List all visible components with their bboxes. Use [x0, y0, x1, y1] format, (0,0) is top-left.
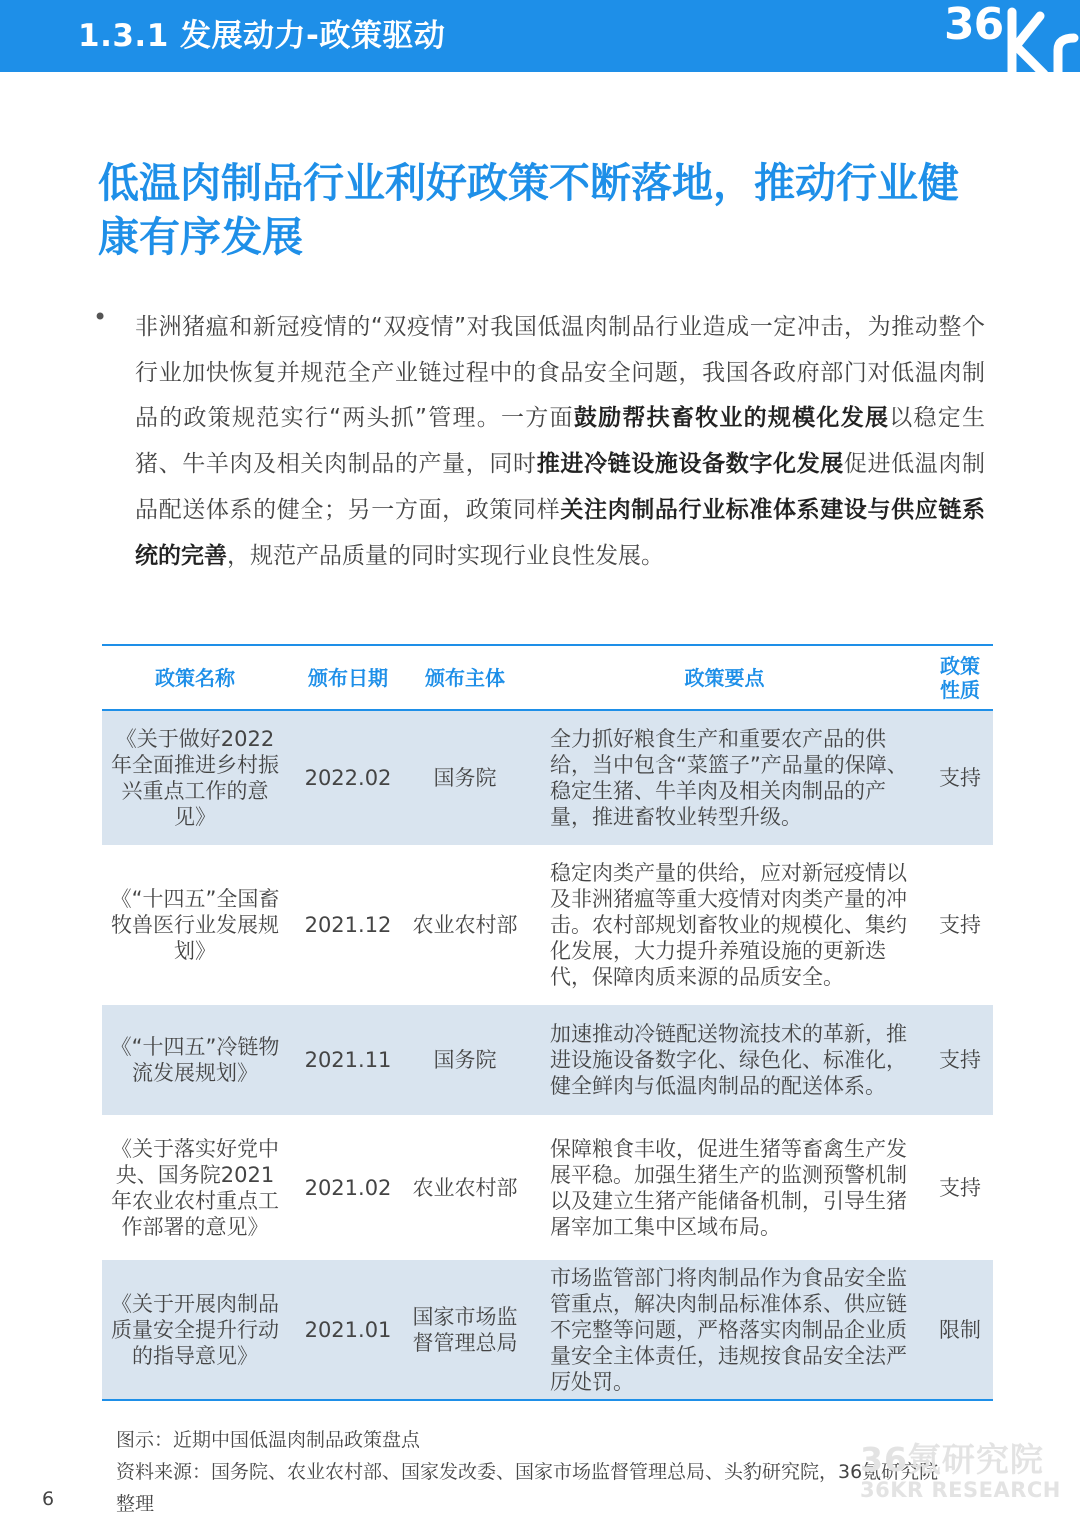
table-row [102, 1260, 993, 1400]
header-policy-nature [927, 645, 993, 710]
cell-policy-name: 《关于落实好党中央、国务院2021年农业农村重点工作部署的意见》 [111, 1136, 279, 1239]
intro-text: 促进低温肉制品配送体系的健全；另一方面，政策同样 [135, 451, 986, 523]
cell-key-points: 全力抓好粮食生产和重要农产品的供给，当中包含“菜篮子”产品量的保障、稳定生猪、牛羊肉及相关肉制品的产量，推进畜牧业转型升级。 [550, 727, 908, 829]
intro-text: ，规范产品质量的同时实现行业良性发展。 [227, 542, 664, 569]
cell-issuer: 国家市场监督管理总局 [412, 1304, 518, 1355]
header-key-points: 政策要点 [684, 665, 765, 690]
cell-key-points: 市场监管部门将肉制品作为食品安全监管重点，解决肉制品标准体系、供应链不完整等问题，严格落实肉制品企业质量安全主体责任，违规按食品安全法严厉处罚。 [550, 1265, 907, 1394]
cell-policy-nature: 支持 [939, 1175, 981, 1200]
cell-issue-date: 2021.02 [304, 1175, 392, 1200]
cell-policy-name: 《“十四五”全国畜牧兽医行业发展规划》 [110, 887, 280, 963]
cell-policy-nature: 支持 [939, 913, 981, 937]
cell-key-points: 稳定肉类产量的供给，应对新冠疫情以及非洲猪瘟等重大疫情对肉类产量的冲击。农村部规划畜牧业的规模化、集约化发展，大力提升养殖设施的更新迭代，保障肉质来源的品质安全。 [550, 861, 907, 989]
table-row [102, 845, 993, 1005]
table-row [102, 710, 993, 845]
watermark-cn: 36氪研究院 [860, 1440, 1044, 1479]
intro-emphasis: 关注肉制品行业标准体系建设与供应链系统的完善 [135, 496, 986, 569]
intro-text: 以稳定生猪、牛羊肉及相关肉制品的产量，同时 [135, 405, 986, 478]
cell-policy-nature: 支持 [939, 766, 981, 790]
cell-issuer: 农业农村部 [412, 1175, 518, 1200]
data-source: 资料来源：国务院、农业农村部、国家发改委、国家市场监督管理总局、头豹研究院，36氪研究院整理 [116, 1461, 939, 1515]
cell-issuer: 农业农村部 [412, 913, 518, 937]
cell-policy-nature: 限制 [939, 1317, 981, 1342]
header-nature-line: 政策 [940, 653, 980, 678]
header-issue-date: 颁布日期 [308, 665, 388, 690]
table-row [102, 1115, 993, 1260]
header-policy-name: 政策名称 [155, 665, 235, 690]
cell-issue-date: 2022.02 [304, 766, 392, 790]
header-bar [0, 0, 1080, 72]
cell-key-points: 保障粮食丰收，促进生猪等畜禽生产发展平稳。加强生猪生产的监测预警机制以及建立生猪产能储备机制，引导生猪屠宰加工集中区域布局。 [550, 1136, 907, 1239]
page-number: 6 [42, 1488, 55, 1510]
cell-issue-date: 2021.12 [304, 913, 392, 937]
cell-policy-name: 《关于开展肉制品质量安全提升行动的指导意见》 [111, 1291, 279, 1368]
cell-issuer: 国务院 [433, 1048, 497, 1072]
cell-issuer: 国务院 [433, 766, 497, 790]
figure-caption: 图示：近期中国低温肉制品政策盘点 [116, 1429, 421, 1451]
intro-paragraph [135, 305, 985, 579]
cell-issue-date: 2021.11 [304, 1048, 392, 1072]
policy-table [102, 644, 993, 1401]
cell-policy-nature: 支持 [939, 1048, 981, 1072]
cell-issue-date: 2021.01 [304, 1317, 392, 1342]
header-nature-line: 性质 [940, 677, 980, 702]
bullet-dot: • [93, 303, 108, 331]
intro-text: 非洲猪瘟和新冠疫情的“双疫情”对我国低温肉制品行业造成一定冲击，为推动整个行业加快恢复并规范全产业链过程中的食品安全问题，我国各政府部门对低温肉制品的政策规范实行“两头抓”管理。一方面 [135, 314, 985, 432]
logo-36-text: 36 [944, 0, 1004, 50]
kr-logo-icon [1000, 4, 1080, 74]
intro-emphasis: 推进冷链设施设备数字化发展 [536, 451, 844, 478]
figure-caption-block [116, 1424, 956, 1520]
cell-key-points: 加速推动冷链配送物流技术的革新，推进设施设备数字化、绿色化、标准化，健全鲜肉与低温肉制品的配送体系。 [550, 1022, 907, 1098]
watermark-en: 36KR RESEARCH [860, 1478, 1061, 1502]
page-headline: 低温肉制品行业利好政策不断落地，推动行业健康有序发展 [98, 159, 959, 261]
table-row [102, 1005, 993, 1115]
table-header-row [102, 645, 993, 710]
cell-policy-name: 《“十四五”冷链物流发展规划》 [110, 1035, 280, 1085]
cell-policy-name: 《关于做好2022年全面推进乡村振兴重点工作的意见》 [111, 727, 279, 829]
intro-emphasis: 鼓励帮扶畜牧业的规模化发展 [573, 405, 890, 432]
header-issuer: 颁布主体 [425, 665, 505, 690]
section-title: 1.3.1 发展动力-政策驱动 [78, 18, 446, 54]
